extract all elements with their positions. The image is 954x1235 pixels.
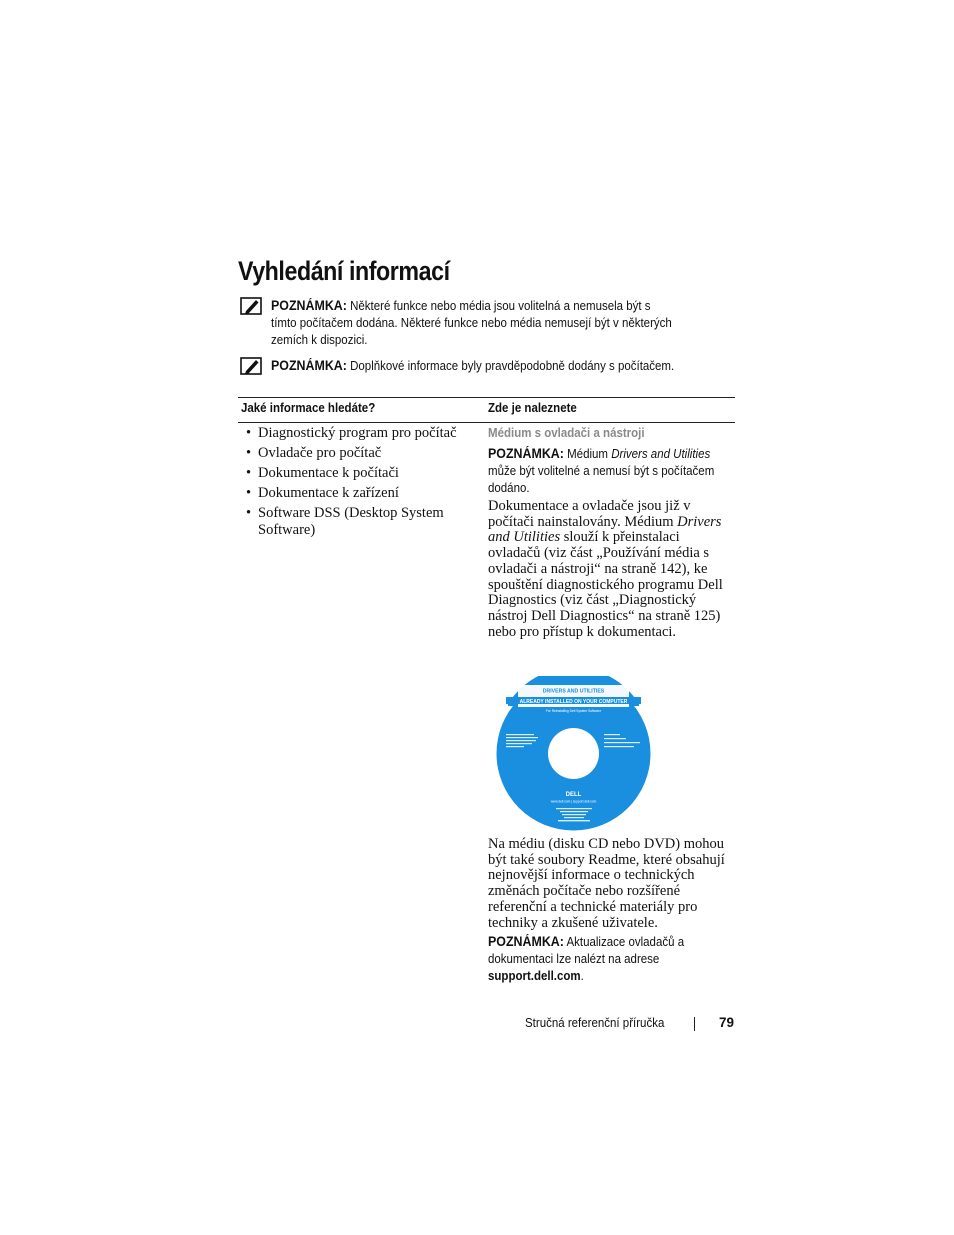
table-header-what: Jaké informace hledáte?	[241, 401, 376, 415]
note-text: Médium	[563, 447, 612, 461]
note-label: POZNÁMKA:	[271, 298, 347, 313]
table-top-rule	[238, 397, 735, 398]
para-italic: Drivers and Utilities	[488, 513, 722, 546]
cd-logo: DELL	[565, 792, 582, 798]
page-title: Vyhledání informací	[238, 256, 450, 286]
drivers-utilities-cd-image	[496, 676, 651, 831]
note-label: POZNÁMKA:	[488, 934, 564, 949]
note-text: může být volitelné a nemusí být s počítačem dodáno.	[488, 464, 715, 495]
list-item: • Ovladače pro počítač	[246, 445, 461, 462]
update-note	[488, 933, 709, 985]
table-header-rule	[238, 422, 735, 423]
support-link[interactable]: support.dell.com	[488, 969, 581, 983]
note-italic: Drivers and Utilities	[611, 447, 711, 461]
para-text: slouží k přeinstalaci ovladačů (viz část „Používání média s ovladači a nástroji“ na straně 142), ke spouštění diagnostického programu Dell Diagnostics (viz část „Diagnostický nástroj Dell Diagnostics“ na straně 125) nebo pro přístup k dokumentaci.	[488, 529, 723, 640]
table-header-where: Zde je naleznete	[488, 401, 577, 415]
footer-separator	[694, 1017, 695, 1031]
readme-description: Na médiu (disku CD nebo DVD) mohou být také soubory Readme, které obsahují nejnovější informace o technických změnách počítače nebo rozšířené referenční a technické materiály pro techniky a zkušené uživatele.	[488, 836, 725, 931]
cd-line2: ALREADY INSTALLED ON YOUR COMPUTER	[519, 698, 628, 705]
note-text: .	[580, 969, 584, 983]
location-column	[488, 426, 733, 640]
note-label: POZNÁMKA:	[271, 358, 347, 373]
cd-line3: For Reinstalling Dell System Software	[545, 709, 602, 713]
info-list	[246, 425, 461, 542]
list-item: • Software DSS (Desktop System Software)	[246, 505, 461, 538]
cd-line1: DRIVERS AND UTILITIES	[542, 688, 605, 695]
cd-url: www.dell.com | support.dell.com	[550, 799, 597, 804]
note-text: Aktualizace ovladačů a dokumentaci lze nalézt na adrese	[488, 935, 685, 966]
note-text: Doplňkové informace byly pravděpodobně dodány s počítačem.	[346, 359, 675, 373]
media-description	[488, 499, 733, 640]
list-item: • Diagnostický program pro počítač	[246, 425, 461, 442]
para-text: Dokumentace a ovladače jsou již v počítači nainstalovány. Médium	[488, 498, 691, 530]
section-heading: Médium s ovladači a nástroji	[488, 426, 645, 440]
page-number: 79	[719, 1015, 735, 1030]
note-text: Některé funkce nebo média jsou volitelná a nemusela být s tímto počítačem dodána. Některé funkce nebo média nemusejí být v některých zemích k dispozici.	[271, 299, 672, 347]
media-note	[488, 445, 723, 497]
footer-title: Stručná referenční příručka	[525, 1016, 665, 1030]
note-pencil-icon	[240, 297, 262, 315]
list-item: • Dokumentace k počítači	[246, 465, 461, 482]
note-label: POZNÁMKA:	[488, 446, 564, 461]
list-item: • Dokumentace k zařízení	[246, 485, 461, 502]
note-pencil-icon	[240, 357, 262, 375]
